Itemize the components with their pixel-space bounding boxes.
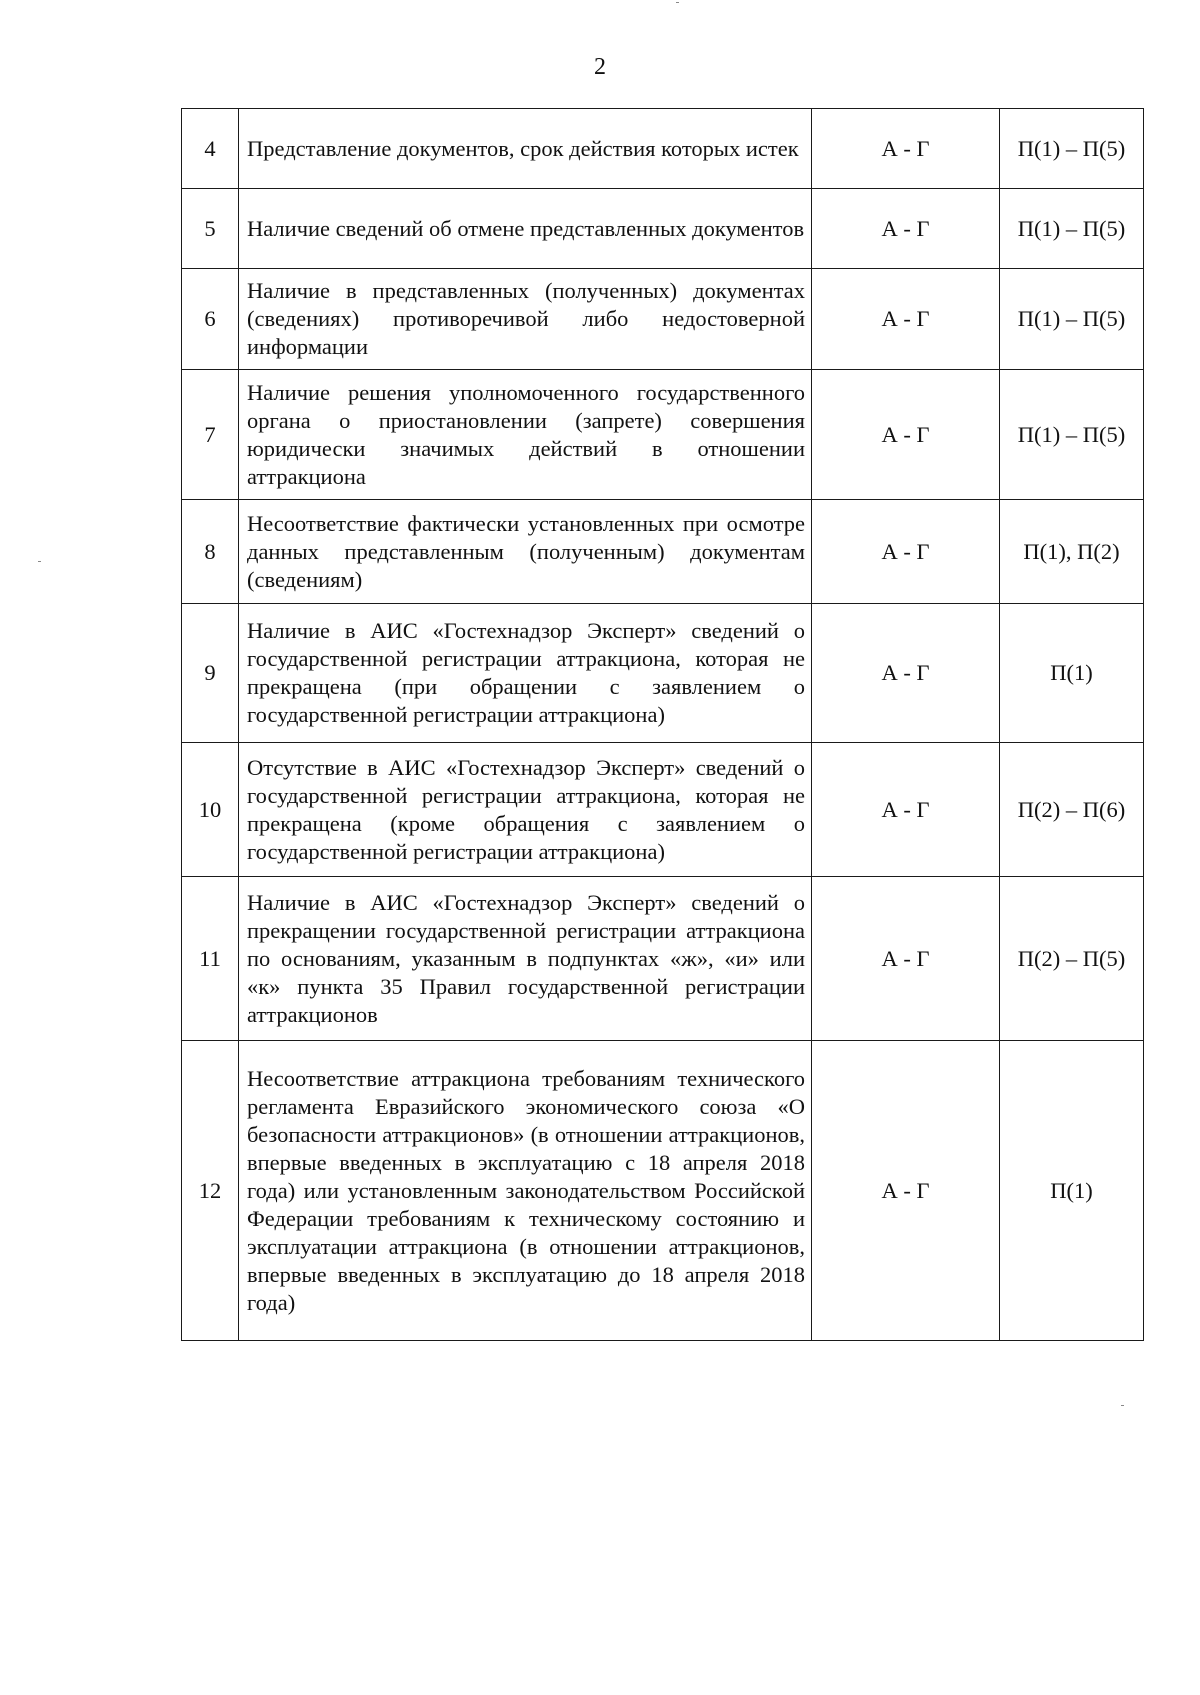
row-condition-text: Наличие в АИС «Гостехнадзор Эксперт» сведений о прекращении государственной регистрации аттракциона по основаниям, указанным в подпунктах «ж», «и» или «к» пункта 35 Правил государственной регистрации аттракционов	[239, 877, 812, 1041]
row-category: А - Г	[812, 189, 1000, 269]
table-row	[182, 500, 1144, 604]
scan-speck	[38, 561, 41, 562]
row-number: 12	[182, 1041, 239, 1341]
row-number: 9	[182, 604, 239, 743]
row-reference: П(1)	[1000, 1041, 1144, 1341]
row-condition-text: Несоответствие аттракциона требованиям технического регламента Евразийского экономического союза «О безопасности аттракционов» (в отношении аттракционов, впервые введенных в эксплуатацию с 18 апреля 2018 года) или установленным законодательством Российской Федерации требованиям к техническому состоянию и эксплуатации аттракциона (в отношении аттракционов, впервые введенных в эксплуатацию до 18 апреля 2018 года)	[239, 1041, 812, 1341]
table-row	[182, 877, 1144, 1041]
row-category: А - Г	[812, 604, 1000, 743]
table-row	[182, 269, 1144, 370]
row-category: А - Г	[812, 1041, 1000, 1341]
row-number: 6	[182, 269, 239, 370]
row-category: А - Г	[812, 109, 1000, 189]
row-number: 7	[182, 370, 239, 500]
row-category: А - Г	[812, 269, 1000, 370]
row-condition-text: Представление документов, срок действия которых истек	[239, 109, 812, 189]
table-row	[182, 370, 1144, 500]
row-category: А - Г	[812, 877, 1000, 1041]
row-condition-text: Отсутствие в АИС «Гостехнадзор Эксперт» сведений о государственной регистрации аттракциона, которая не прекращена (кроме обращения с заявлением о государственной регистрации аттракциона)	[239, 743, 812, 877]
row-condition-text: Наличие в представленных (полученных) документах (сведениях) противоречивой либо недостоверной информации	[239, 269, 812, 370]
row-number: 4	[182, 109, 239, 189]
row-number: 5	[182, 189, 239, 269]
table-row	[182, 743, 1144, 877]
row-reference: П(1)	[1000, 604, 1144, 743]
scan-speck	[1121, 1405, 1124, 1406]
row-reference: П(1) – П(5)	[1000, 370, 1144, 500]
row-number: 10	[182, 743, 239, 877]
row-reference: П(1) – П(5)	[1000, 189, 1144, 269]
row-condition-text: Наличие решения уполномоченного государственного органа о приостановлении (запрете) совершения юридически значимых действий в отношении аттракциона	[239, 370, 812, 500]
row-reference: П(1) – П(5)	[1000, 269, 1144, 370]
table-row	[182, 189, 1144, 269]
table-row	[182, 604, 1144, 743]
scan-speck	[676, 2, 679, 3]
row-condition-text: Наличие сведений об отмене представленных документов	[239, 189, 812, 269]
row-condition-text: Наличие в АИС «Гостехнадзор Эксперт» сведений о государственной регистрации аттракциона, которая не прекращена (при обращении с заявлением о государственной регистрации аттракциона)	[239, 604, 812, 743]
table-row	[182, 1041, 1144, 1341]
row-category: А - Г	[812, 743, 1000, 877]
requirements-table	[181, 108, 1144, 1341]
row-category: А - Г	[812, 370, 1000, 500]
table-row	[182, 109, 1144, 189]
row-reference: П(2) – П(5)	[1000, 877, 1144, 1041]
row-reference: П(1) – П(5)	[1000, 109, 1144, 189]
row-reference: П(2) – П(6)	[1000, 743, 1144, 877]
row-number: 8	[182, 500, 239, 604]
row-category: А - Г	[812, 500, 1000, 604]
page-number: 2	[594, 54, 606, 80]
row-reference: П(1), П(2)	[1000, 500, 1144, 604]
row-condition-text: Несоответствие фактически установленных при осмотре данных представленным (полученным) документам (сведениям)	[239, 500, 812, 604]
row-number: 11	[182, 877, 239, 1041]
